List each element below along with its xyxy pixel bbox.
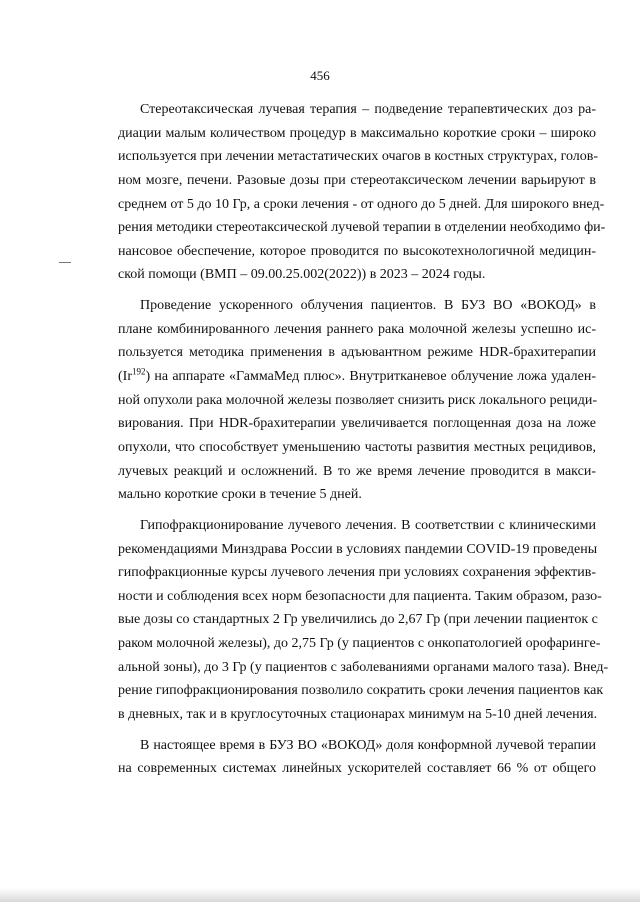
text-line: диации малым количеством процедур в максимально короткие сроки – широко <box>118 125 596 141</box>
scan-edge <box>0 888 640 902</box>
paragraph-stereotactic-therapy <box>118 98 606 287</box>
text-line: в дневных, так и в круглосуточных стационарах минимум на 5-10 дней лечения. <box>118 707 598 723</box>
text-line: ной опухоли рака молочной железы позволяет снизить риск локального рециди- <box>118 392 598 408</box>
paragraph-accelerated-irradiation <box>118 294 596 507</box>
isotope-mass-number: 192 <box>132 366 146 377</box>
text-line-iridium <box>118 365 596 389</box>
text-line: В настоящее время в БУЗ ВО «ВОКОД» доля конформной лучевой терапии <box>140 737 596 753</box>
text-line: гипофракционные курсы лучевого лечения при условиях сохранения эффектив- <box>118 565 596 581</box>
text-line: вирования. При HDR-брахитерапии увеличивается поглощенная доза на ложе <box>118 416 596 432</box>
text-line: рения методики стереотаксической лучевой терапии в отделении необходимо фи- <box>118 220 606 236</box>
text-line: рекомендациями Минздрава России в условиях пандемии COVID-19 проведены <box>118 541 598 557</box>
text-line: опухоли, что способствует уменьшению частоты развития местных рецидивов, <box>118 439 596 455</box>
body-text <box>118 98 609 781</box>
text-line: ности и соблюдения всех норм безопасности для пациента. Таким образом, разо- <box>118 588 602 604</box>
text-line: лучевых реакций и осложнений. В то же время лечение проводится в макси- <box>118 463 596 479</box>
text-line: Гипофракционирование лучевого лечения. В соответствии с клиническими <box>140 517 596 533</box>
text-line: мально короткие сроки в течение 5 дней. <box>118 487 362 503</box>
text-line: раком молочной железы), до 2,75 Гр (у пациентов с онкопатологией орофаринге- <box>118 636 601 652</box>
page-number: 456 <box>310 68 330 83</box>
text-line: вые дозы со стандартных 2 Гр увеличились до 2,67 Гр (при лечении пациенток с <box>118 612 598 628</box>
paragraph-conformal-therapy <box>118 734 596 781</box>
text-line: ном мозге, печени. Разовые дозы при стереотаксическом лечении варьируют в <box>118 172 596 188</box>
iridium-line-rest: ) на аппарате «ГаммаМед плюс». Внутритканевое облучение ложа удален- <box>145 369 596 385</box>
margin-mark <box>59 262 71 263</box>
text-line: плане комбинированного лечения раннего рака молочной железы успешно ис- <box>118 321 596 337</box>
text-line: на современных системах линейных ускорителей составляет 66 % от общего <box>118 761 596 777</box>
text-line: Стереотаксическая лучевая терапия – подведение терапевтических доз ра- <box>140 102 596 117</box>
text-line: ской помощи (ВМП – 09.00.25.002(2022)) в 2023 – 2024 годы. <box>118 267 486 283</box>
text-line: пользуется методика применения в адъювантном режиме HDR-брахитерапии <box>118 345 596 361</box>
text-line: нансовое обеспечение, которое проводится по высокотехнологичной медицин- <box>118 243 596 259</box>
paragraph-hypofractionation <box>118 514 609 727</box>
text-line: среднем от 5 до 10 Гр, а сроки лечения - от одного до 5 дней. Для широкого внед- <box>118 196 605 212</box>
text-line: Проведение ускоренного облучения пациентов. В БУЗ ВО «ВОКОД» в <box>140 298 596 314</box>
text-line: альной зоны), до 3 Гр (у пациентов с заболеваниями органами малого таза). Внед- <box>118 659 609 675</box>
text-line: используется при лечении метастатических очагов в костных структурах, голов- <box>118 149 599 165</box>
iridium-symbol: (Ir <box>118 369 132 385</box>
text-line: рение гипофракционирования позволило сократить сроки лечения пациентов как <box>118 683 604 699</box>
